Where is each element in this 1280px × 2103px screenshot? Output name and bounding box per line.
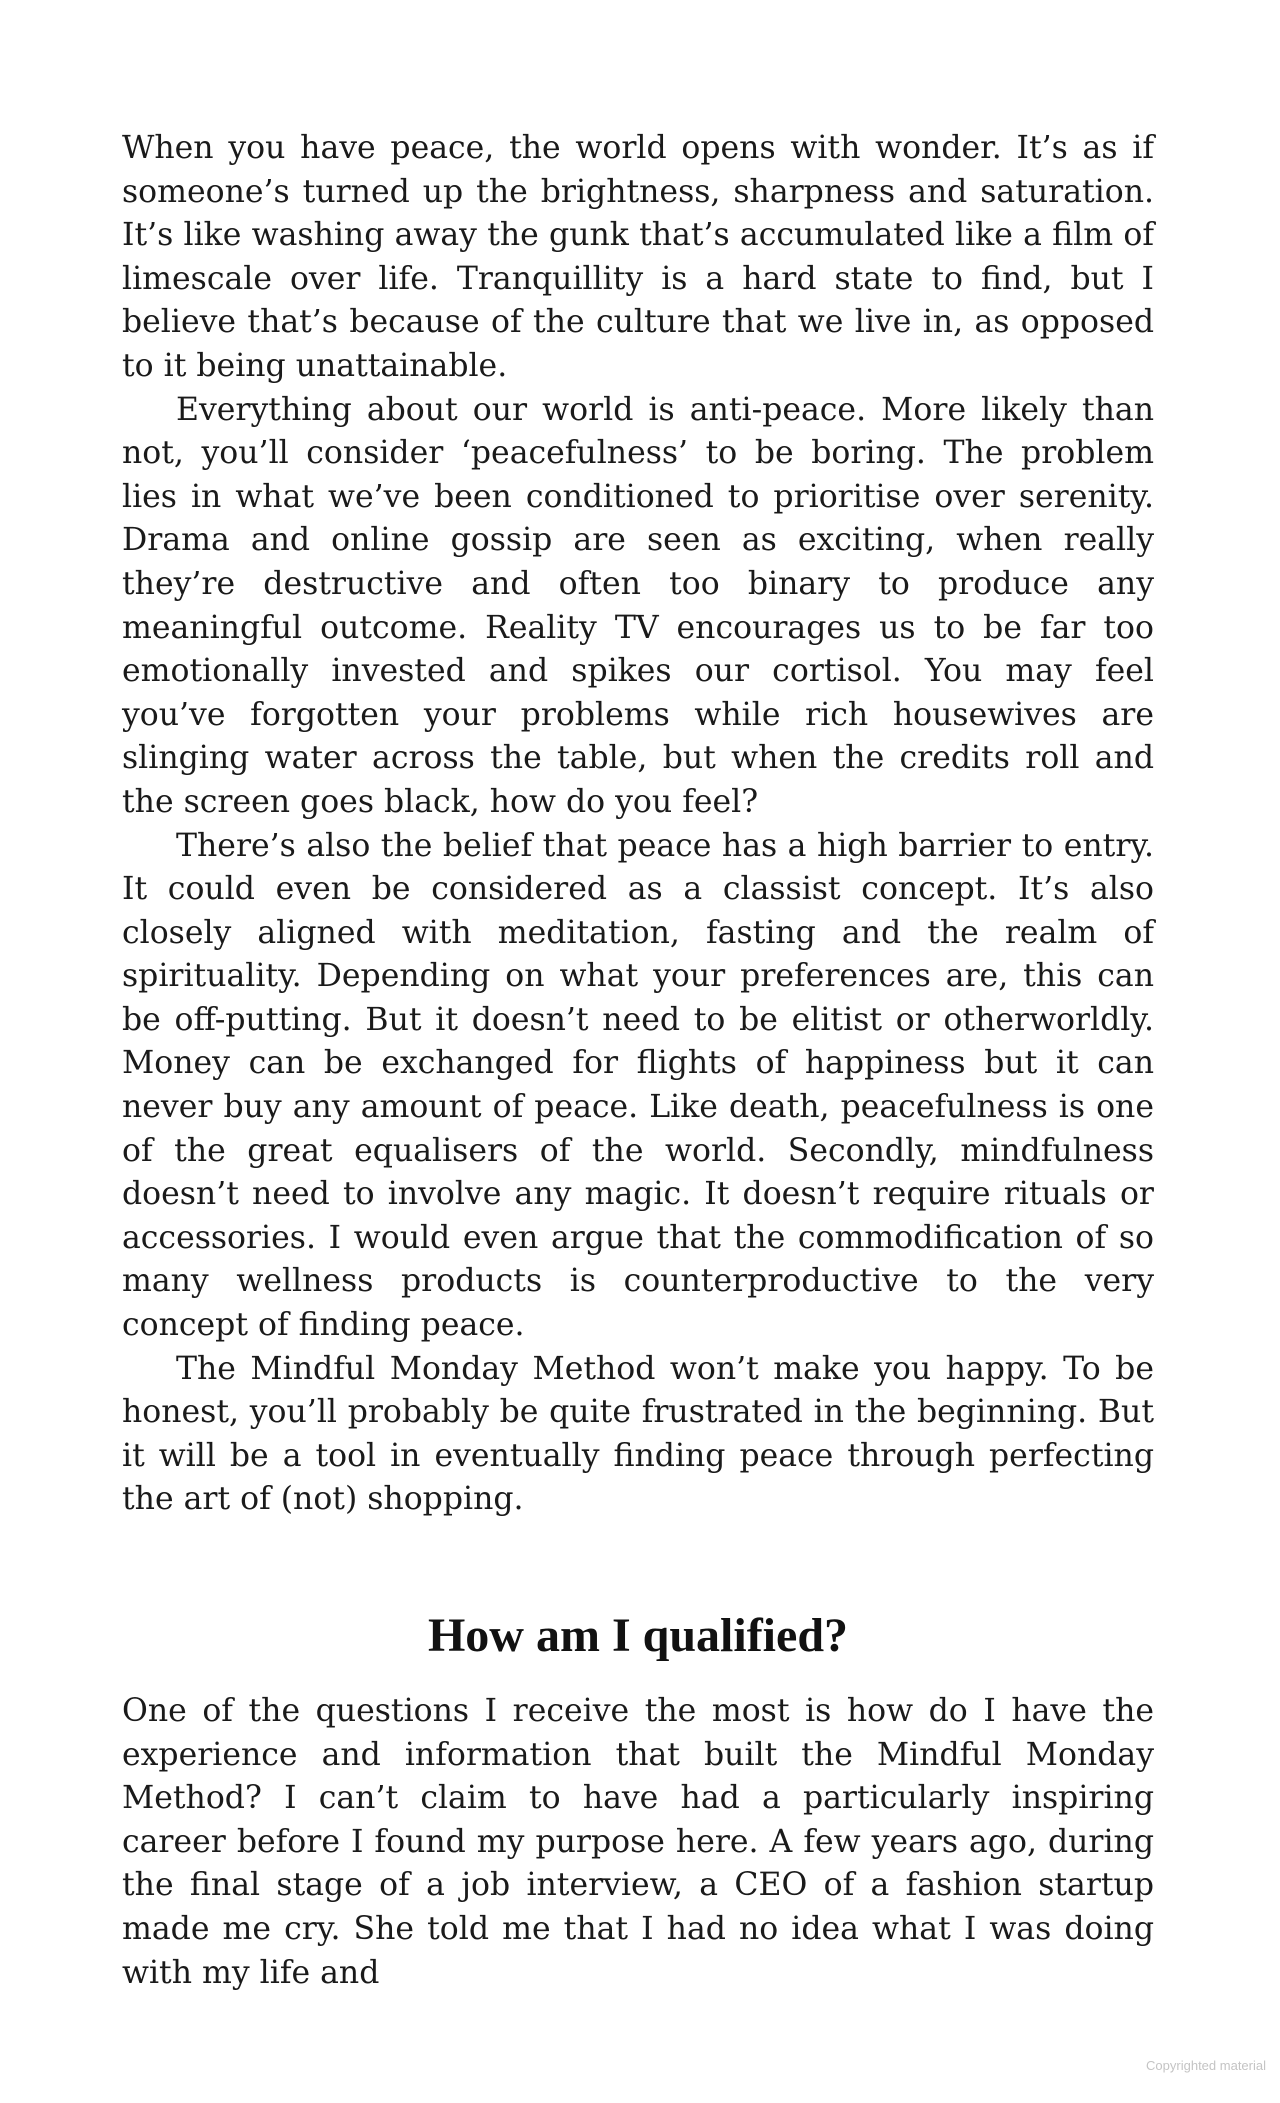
section-paragraph: One of the questions I receive the most is how do I have the experience and information that built the Mindful Monday Method? I can’t claim to have had a particularly inspiring career before I found my purpose here. A few years ago, during the final stage of a job interview, a CEO of a fashion startup made me cry. She told me that I had no idea what I was doing with my life and (122, 1693, 1154, 1991)
body-paragraph: There’s also the belief that peace has a high barrier to entry. It could even be considered as a classist concept. It’s also closely aligned with meditation, fasting and the realm of spirituality. Depending on what your preferences are, this can be off-putting. But it doesn’t need to be elitist or otherworldly. Money can be exchanged for flights of happiness but it can never buy any amount of peace. Like death, peacefulness is one of the great equalisers of the world. Secondly, mindfulness doesn’t need to involve any magic. It doesn’t require rituals or accessories. I would even argue that the commodification of so many wellness products is counterproductive to the very concept of finding peace. (122, 827, 1154, 1344)
body-paragraph: When you have peace, the world opens with wonder. It’s as if someone’s turned up the brightness, sharpness and saturation. It’s like washing away the gunk that’s accumulated like a film of limescale over life. Tranquillity is a hard state to find, but I believe that’s because of the culture that we live in, as opposed to it being unattainable. (122, 130, 1154, 384)
book-page (122, 127, 1154, 1995)
copyright-watermark: Copyrighted material (1146, 2058, 1266, 2073)
section-heading: How am I qualified? (427, 1609, 849, 1662)
body-paragraph: Everything about our world is anti-peace. More likely than not, you’ll consider ‘peacefulness’ to be boring. The problem lies in what we’ve been conditioned to prioritise over serenity. Drama and online gossip are seen as exciting, when really they’re destructive and often too binary to produce any meaningful outcome. Reality TV encourages us to be far too emotionally invested and spikes our cortisol. You may feel you’ve forgotten your problems while rich housewives are slinging water across the table, but when the credits roll and the screen goes black, how do you feel? (122, 391, 1154, 820)
body-paragraph: The Mindful Monday Method won’t make you happy. To be honest, you’ll probably be quite frustrated in the beginning. But it will be a tool in eventually finding peace through perfecting the art of (not) shopping. (122, 1350, 1154, 1518)
